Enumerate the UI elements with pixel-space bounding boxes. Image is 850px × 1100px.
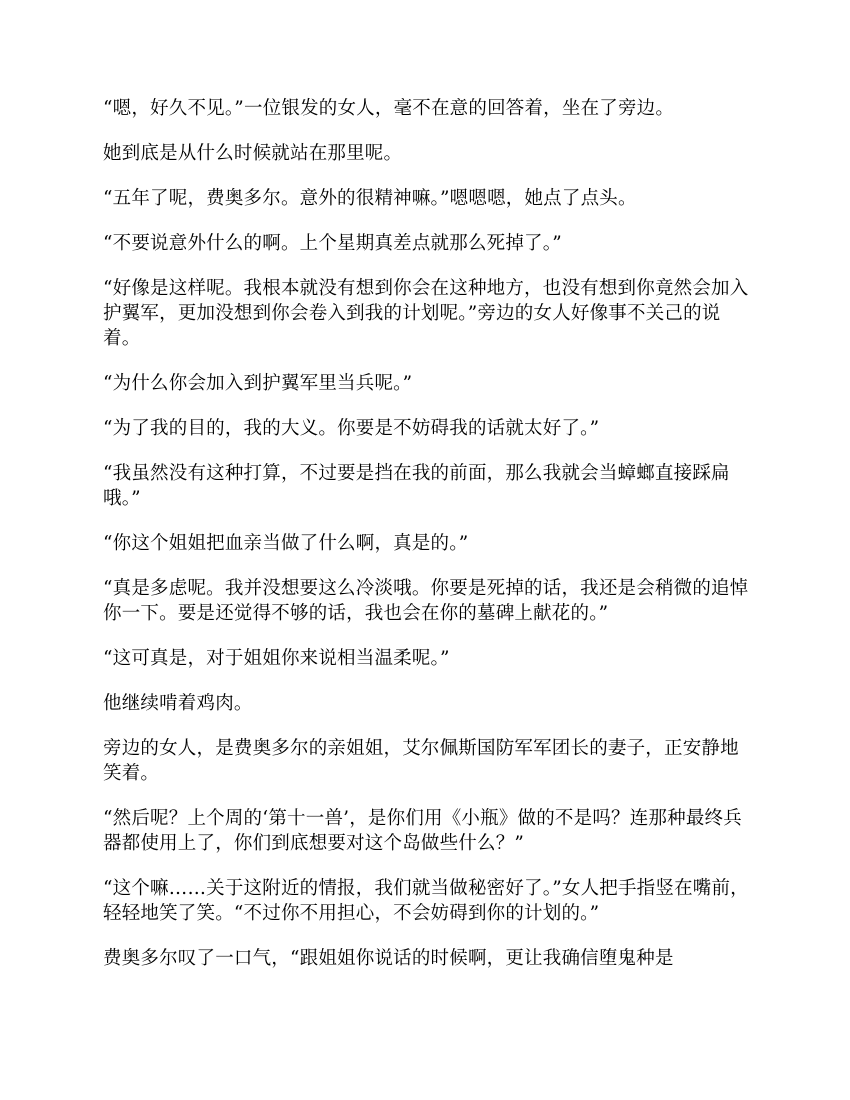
paragraph-16: 费奥多尔叹了一口气，“跟姐姐你说话的时候啊，更让我确信堕鬼种是 xyxy=(103,948,674,969)
paragraph-12: 他继续啃着鸡肉。 xyxy=(103,693,253,714)
paragraph-15: “这个嘛……关于这附近的情报，我们就当做秘密好了。”女人把手指竖在嘴前，轻轻地笑了笑。“不过你不用担心，不会妨碍到你的计划的。” xyxy=(103,878,749,924)
paragraph-13: 旁边的女人，是费奥多尔的亲姐姐，艾尔佩斯国防军军团长的妻子，正安静地笑着。 xyxy=(103,738,739,784)
paragraph-4: “不要说意外什么的啊。上个星期真差点就那么死掉了。” xyxy=(103,233,562,254)
paragraph-5: “好像是这样呢。我根本就没有想到你会在这种地方，也没有想到你竟然会加入护翼军，更加没想到你会卷入到我的计划呢。”旁边的女人好像事不关己的说着。 xyxy=(103,278,749,349)
paragraph-8: “我虽然没有这种打算，不过要是挡在我的前面，那么我就会当蟑螂直接踩扁哦。” xyxy=(103,463,730,509)
paragraph-9: “你这个姐姐把血亲当做了什么啊，真是的。” xyxy=(103,533,469,554)
paragraph-10: “真是多虑呢。我并没想要这么冷淡哦。你要是死掉的话，我还是会稍微的追悼你一下。要是还觉得不够的话，我也会在你的墓碑上献花的。” xyxy=(103,578,749,624)
paragraph-3: “五年了呢，费奥多尔。意外的很精神嘛。”嗯嗯嗯，她点了点头。 xyxy=(103,188,637,209)
paragraph-14: “然后呢？上个周的‘第十一兽’，是你们用《小瓶》做的不是吗？连那种最终兵器都使用上了，你们到底想要对这个岛做些什么？” xyxy=(103,808,742,854)
paragraph-11: “这可真是，对于姐姐你来说相当温柔呢。” xyxy=(103,648,450,669)
paragraph-7: “为了我的目的，我的大义。你要是不妨碍我的话就太好了。” xyxy=(103,418,600,439)
paragraph-2: 她到底是从什么时候就站在那里呢。 xyxy=(103,143,403,164)
paragraph-6: “为什么你会加入到护翼军里当兵呢。” xyxy=(103,373,413,394)
paragraph-1: “嗯，好久不见。”一位银发的女人，毫不在意的回答着，坐在了旁边。 xyxy=(103,98,675,119)
